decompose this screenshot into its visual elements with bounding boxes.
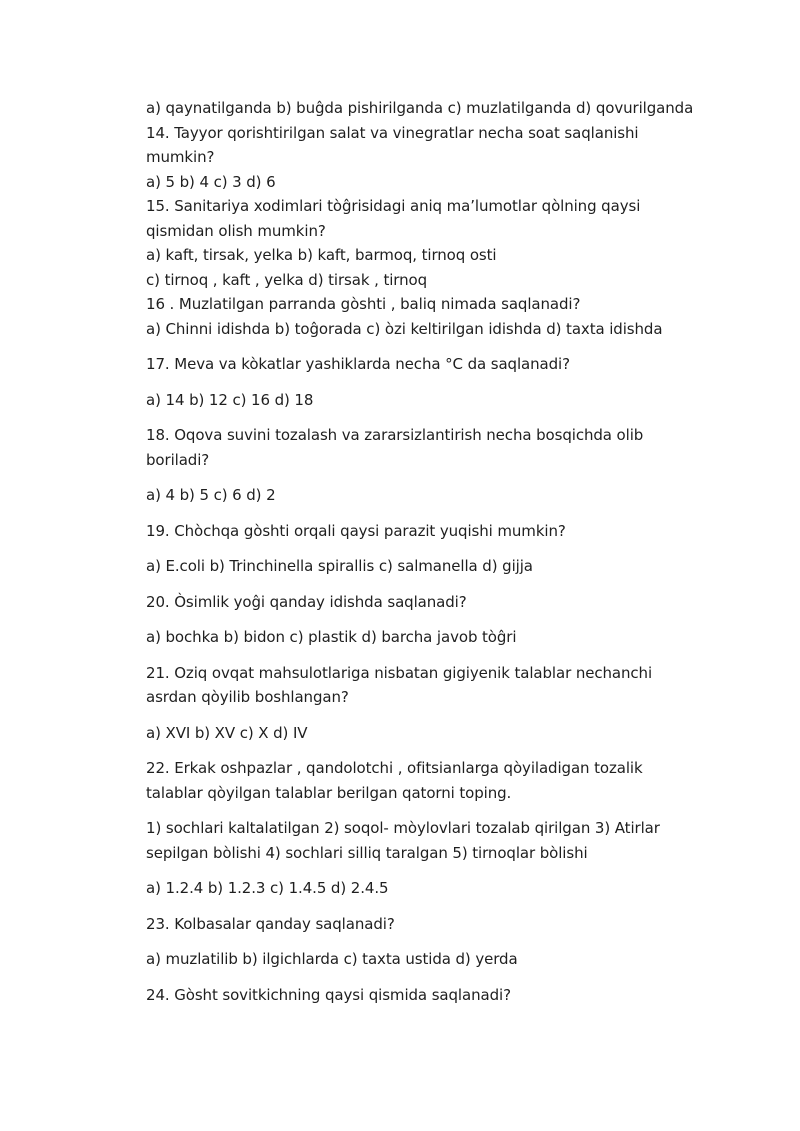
text-line: talablar qòyilgan talablar berilgan qatorni toping. <box>146 783 512 802</box>
answer-options-15-cont: c) tirnoq , kaft , yelka d) tirsak , tirnoq <box>146 270 428 289</box>
question-17: 17. Meva va kòkatlar yashiklarda necha °C da saqlanadi? <box>146 355 570 373</box>
statement-list-22: 1) sochlari kaltalatilgan 2) soqol- mòylovlari tozalab qirilgan 3) Atirlar <box>146 819 660 837</box>
answer-options-21: a) XVI b) XV c) X d) IV <box>146 723 308 742</box>
question-22: 22. Erkak oshpazlar , qandolotchi , ofitsianlarga qòyiladigan tozalik <box>146 759 643 777</box>
question-16: 16 . Muzlatilgan parranda gòshti , baliq nimada saqlanadi? <box>146 295 581 313</box>
answer-options-15: a) kaft, tirsak, yelka b) kaft, barmoq, tirnoq osti <box>146 246 497 264</box>
answer-options-23: a) muzlatilib b) ilgichlarda c) taxta ustida d) yerda <box>146 950 518 968</box>
answer-options-16: a) Chinni idishda b) toĝorada c) òzi keltirilgan idishda d) taxta idishda <box>146 319 663 338</box>
question-19: 19. Chòchqa gòshti orqali qaysi parazit yuqishi mumkin? <box>146 521 566 540</box>
answer-options-17: a) 14 b) 12 c) 16 d) 18 <box>146 390 314 409</box>
text-line: qismidan olish mumkin? <box>146 221 326 240</box>
answer-options-18: a) 4 b) 5 c) 6 d) 2 <box>146 486 276 504</box>
question-24: 24. Gòsht sovitkichning qaysi qismida saqlanadi? <box>146 985 511 1004</box>
question-23: 23. Kolbasalar qanday saqlanadi? <box>146 914 395 933</box>
question-18: 18. Oqova suvini tozalash va zararsizlantirish necha bosqichda olib <box>146 426 644 444</box>
text-line: boriladi? <box>146 450 210 469</box>
answer-options-22: a) 1.2.4 b) 1.2.3 c) 1.4.5 d) 2.4.5 <box>146 879 389 897</box>
question-15: 15. Sanitariya xodimlari tòĝrisidagi aniq ma’lumotlar qòlning qaysi <box>146 197 641 215</box>
question-14: 14. Tayyor qorishtirilgan salat va vinegratlar necha soat saqlanishi <box>146 123 639 142</box>
answer-options-19: a) E.coli b) Trinchinella spirallis c) salmanella d) gijja <box>146 557 533 575</box>
answer-options-14: a) 5 b) 4 c) 3 d) 6 <box>146 172 276 191</box>
text-line: sepilgan bòlishi 4) sochlari silliq taralgan 5) tirnoqlar bòlishi <box>146 843 588 862</box>
text-line: a) qaynatilganda b) buĝda pishirilganda c) muzlatilganda d) qovurilganda <box>146 99 694 117</box>
text-line: mumkin? <box>146 148 215 166</box>
question-20: 20. Òsimlik yoĝi qanday idishda saqlanadi? <box>146 592 467 611</box>
question-21: 21. Oziq ovqat mahsulotlariga nisbatan gigiyenik talablar nechanchi <box>146 663 653 682</box>
answer-options-20: a) bochka b) bidon c) plastik d) barcha javob tòĝri <box>146 628 517 646</box>
text-line: asrdan qòyilib boshlangan? <box>146 688 349 706</box>
